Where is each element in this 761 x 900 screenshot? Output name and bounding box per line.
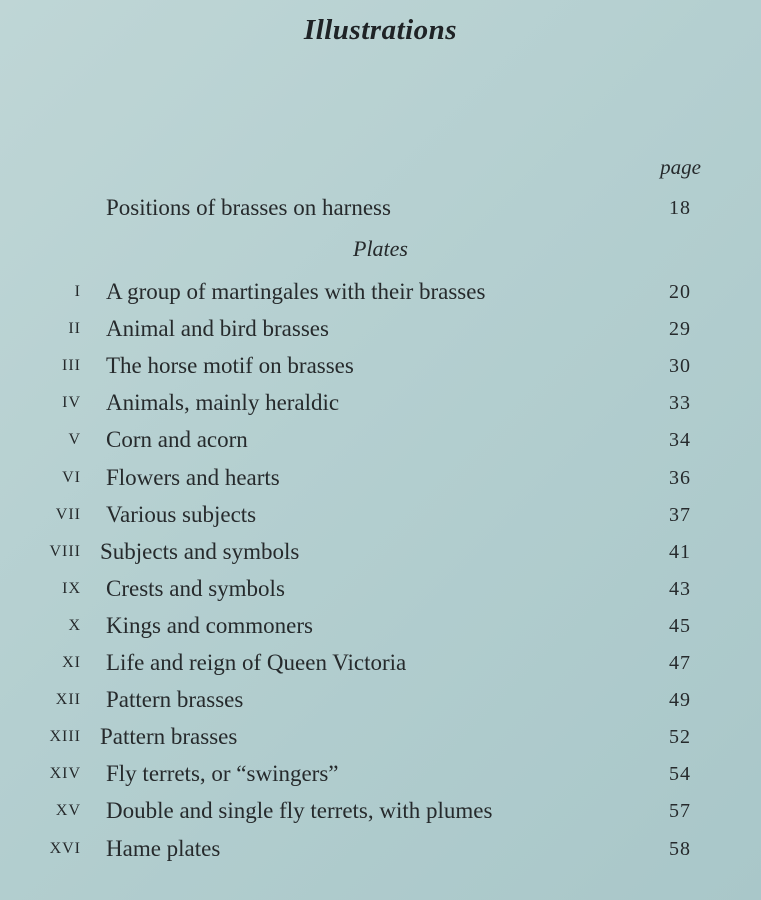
- plate-entry: [0, 796, 761, 826]
- plate-entry: [0, 425, 761, 455]
- page-title: Illustrations: [303, 14, 458, 46]
- plate-text: Corn and acorn: [106, 427, 248, 453]
- plate-page: 29: [669, 318, 691, 341]
- plates-heading: Plates: [353, 236, 408, 261]
- plate-entry: [0, 500, 761, 530]
- plate-text: Various subjects: [106, 501, 257, 527]
- plate-page: 33: [669, 392, 691, 415]
- plate-num: II: [68, 320, 81, 338]
- plate-text: The horse motif on brasses: [106, 353, 354, 379]
- plate-page: 34: [669, 429, 691, 452]
- plate-page: 36: [669, 466, 691, 489]
- plate-page: 47: [669, 652, 691, 674]
- plate-num: I: [74, 283, 81, 300]
- plate-num: XII: [55, 691, 81, 709]
- plate-num: X: [68, 616, 81, 634]
- plate-page: 43: [669, 577, 691, 600]
- plate-num: VIII: [49, 542, 81, 560]
- plate-num: V: [68, 431, 81, 449]
- plate-num: XV: [55, 802, 81, 820]
- plate-page: 37: [669, 503, 691, 526]
- front-entry: [0, 193, 761, 223]
- plate-num: XIII: [49, 728, 81, 746]
- plate-text: Subjects and symbols: [100, 538, 300, 564]
- page-column-heading: page: [660, 155, 701, 179]
- plate-num: XI: [62, 654, 81, 671]
- plate-entry: [0, 537, 761, 567]
- plate-entry: [0, 722, 761, 752]
- plate-entry: [0, 759, 761, 789]
- plate-page: 52: [669, 726, 691, 749]
- plate-page: 54: [669, 763, 691, 786]
- plate-entry: [0, 648, 761, 678]
- plate-num: VII: [55, 505, 81, 523]
- plate-num: XVI: [49, 839, 81, 857]
- entry-page: 18: [669, 197, 691, 219]
- plate-entry: [0, 611, 761, 641]
- plate-page: 57: [669, 800, 691, 823]
- plate-entry: [0, 388, 761, 418]
- entry-text: Positions of brasses on harness: [106, 195, 391, 220]
- plate-text: Pattern brasses: [106, 687, 244, 713]
- plate-num: IX: [62, 579, 81, 597]
- plate-page: 58: [669, 837, 691, 860]
- plate-entry: [0, 834, 761, 864]
- plate-num: III: [62, 357, 81, 375]
- plate-text: A group of martingales with their brasses: [106, 279, 486, 304]
- plate-entry: [0, 314, 761, 344]
- plate-text: Flowers and hearts: [106, 464, 280, 490]
- plate-page: 20: [669, 281, 691, 303]
- plate-num: IV: [62, 394, 81, 412]
- plate-page: 49: [669, 689, 691, 712]
- plate-num: XIV: [49, 765, 81, 783]
- plate-text: Hame plates: [106, 835, 221, 861]
- plate-text: Pattern brasses: [100, 724, 238, 750]
- plate-entry: [0, 574, 761, 604]
- plate-text: Double and single fly terrets, with plumes: [106, 798, 493, 824]
- plate-page: 41: [669, 540, 691, 563]
- plate-text: Fly terrets, or “swingers”: [106, 761, 339, 787]
- plate-text: Life and reign of Queen Victoria: [106, 650, 407, 675]
- plate-text: Kings and commoners: [106, 612, 313, 638]
- plate-entry: [0, 277, 761, 307]
- plate-page: 45: [669, 614, 691, 637]
- plate-text: Animals, mainly heraldic: [106, 390, 340, 416]
- plate-text: Animal and bird brasses: [106, 316, 329, 342]
- plate-entry: [0, 351, 761, 381]
- plate-entry: [0, 685, 761, 715]
- plate-text: Crests and symbols: [106, 575, 285, 601]
- plate-num: VI: [62, 468, 81, 486]
- plate-entry: [0, 463, 761, 493]
- plate-page: 30: [669, 355, 691, 378]
